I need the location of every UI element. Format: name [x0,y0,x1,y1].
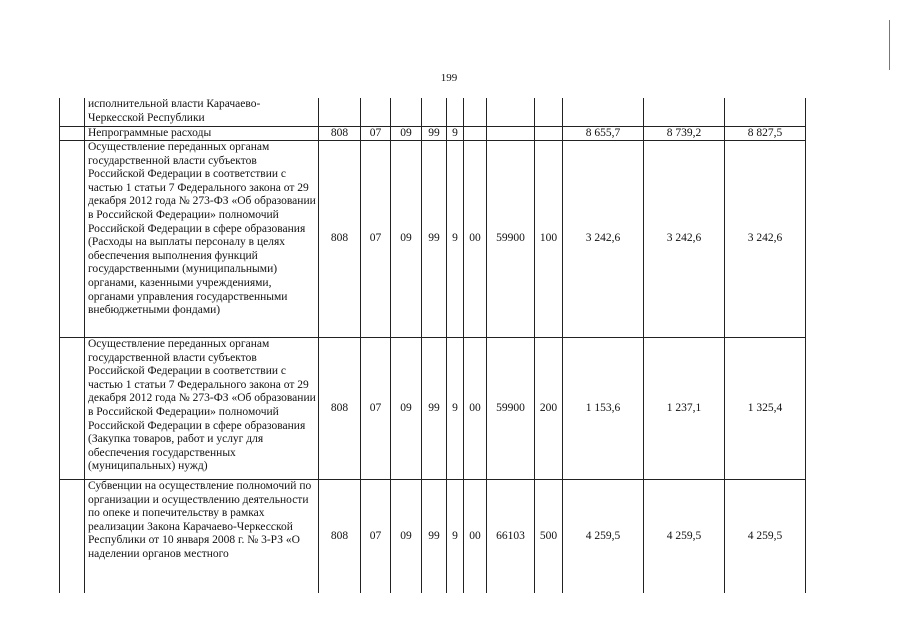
vr-cell [535,126,563,141]
row-number-cell [60,126,85,141]
cs4-cell: 59900 [487,141,535,338]
year3-cell: 1 325,4 [725,338,806,480]
cs4-cell: 59900 [487,338,535,480]
cs1-cell: 99 [422,338,447,480]
year1-cell [563,98,644,126]
cs3-cell [464,98,487,126]
cs3-cell [464,126,487,141]
cs4-cell [487,98,535,126]
row-name-cell: Осуществление переданных органам государственной власти субъектов Российской Федерации в соответствии с частью 1 статьи 7 Федерального закона от 29 декабря 2012 года № 273-ФЗ «Об образовании в Российской Федерации» полномочий Российской Федерации в сфере образования (Закупка товаров, работ и услуг для обеспечения государственных (муниципальных) нужд) [85,338,319,480]
year1-cell: 8 655,7 [563,126,644,141]
rz-cell: 07 [361,141,391,338]
year1-cell: 1 153,6 [563,338,644,480]
cs3-cell: 00 [464,480,487,593]
row-number-cell [60,98,85,126]
cs2-cell: 9 [447,141,464,338]
year1-cell: 3 242,6 [563,141,644,338]
cs2-cell: 9 [447,480,464,593]
year1-cell: 4 259,5 [563,480,644,593]
cs1-cell: 99 [422,141,447,338]
rz-cell: 07 [361,480,391,593]
cs1-cell: 99 [422,126,447,141]
pr-cell: 09 [391,141,422,338]
cs4-cell: 66103 [487,480,535,593]
page-number: 199 [440,72,458,84]
rz-cell: 07 [361,338,391,480]
cs2-cell: 9 [447,126,464,141]
row-name-cell: Осуществление переданных органам государственной власти субъектов Российской Федерации в соответствии с частью 1 статьи 7 Федерального закона от 29 декабря 2012 года № 273-ФЗ «Об образовании в Российской Федерации» полномочий Российской Федерации в сфере образования (Расходы на выплаты персоналу в целях обеспечения выполнения функций государственными (муниципальными) органами, казенными учреждениями, органами управления государственными внебюджетными фондами) [85,141,319,338]
ved-cell: 808 [319,480,361,593]
cs1-cell: 99 [422,480,447,593]
cs3-cell: 00 [464,338,487,480]
cs4-cell [487,126,535,141]
year2-cell: 8 739,2 [644,126,725,141]
row-name-cell: Субвенции на осуществление полномочий по организации и осуществлению деятельности по опеке и попечительству в рамках реализации Закона Карачаево-Черкесской Республики от 10 января 2008 г. № 3-РЗ «О наделении органов местного [85,480,319,593]
ved-cell: 808 [319,126,361,141]
pr-cell: 09 [391,480,422,593]
pr-cell: 09 [391,338,422,480]
row-number-cell [60,480,85,593]
table-row [60,338,806,480]
table-row [60,480,806,593]
row-name-cell: исполнительной власти Карачаево-Черкесской Республики [85,98,319,126]
year2-cell: 3 242,6 [644,141,725,338]
year3-cell: 8 827,5 [725,126,806,141]
year3-cell: 4 259,5 [725,480,806,593]
ved-cell: 808 [319,141,361,338]
scan-edge-mark [889,20,890,70]
rz-cell [361,98,391,126]
ved-cell [319,98,361,126]
year2-cell: 4 259,5 [644,480,725,593]
budget-table [59,98,806,593]
cs2-cell: 9 [447,338,464,480]
vr-cell: 100 [535,141,563,338]
vr-cell: 200 [535,338,563,480]
row-number-cell [60,141,85,338]
row-number-cell [60,338,85,480]
table-row [60,98,806,126]
pr-cell: 09 [391,126,422,141]
ved-cell: 808 [319,338,361,480]
year3-cell [725,98,806,126]
pr-cell [391,98,422,126]
table-row [60,126,806,141]
vr-cell: 500 [535,480,563,593]
vr-cell [535,98,563,126]
cs1-cell [422,98,447,126]
cs3-cell: 00 [464,141,487,338]
year2-cell: 1 237,1 [644,338,725,480]
year2-cell [644,98,725,126]
row-name-cell: Непрограммные расходы [85,126,319,141]
table-row [60,141,806,338]
rz-cell: 07 [361,126,391,141]
year3-cell: 3 242,6 [725,141,806,338]
cs2-cell [447,98,464,126]
